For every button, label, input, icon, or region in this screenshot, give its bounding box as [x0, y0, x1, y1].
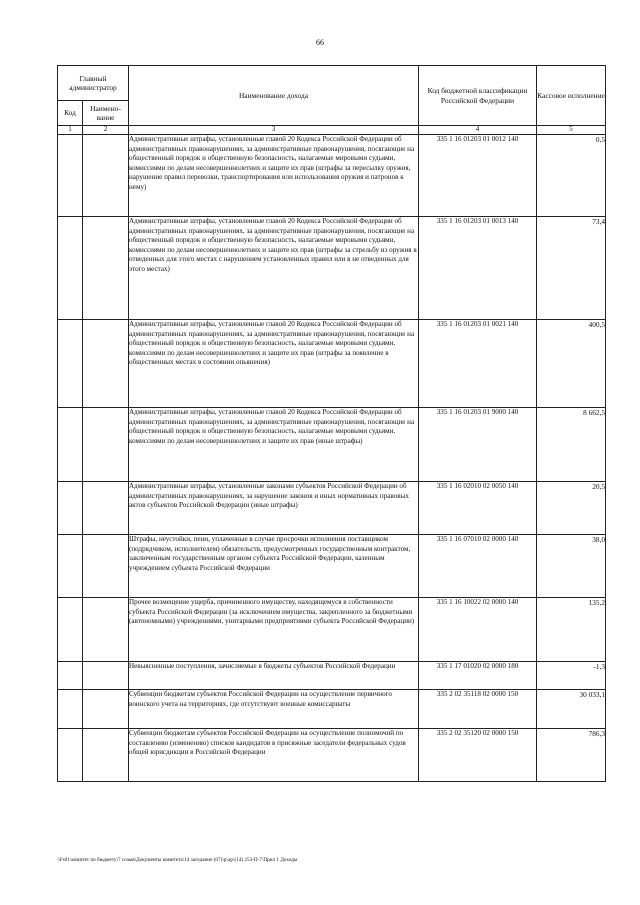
income-name: Прочее возмещение ущерба, причиненного имуществу, находящемуся в собственности субъекта Российской Федерации (за исключением имущества, закрепленного за бюджетными (автономными) учреждениями, унитарными предприятиями субъекта Российской Федерации) [129, 598, 419, 662]
cash-amount: 30 033,1 [537, 690, 606, 729]
admin-title-cell [83, 662, 129, 690]
table-row [58, 408, 606, 482]
income-table [57, 65, 606, 782]
table-row [58, 729, 606, 782]
income-name: Административные штрафы, установленные главой 20 Кодекса Российской Федерации об административных правонарушениях, за административные правонарушения, посягающие на общественный порядок и общественную безопасность, налагаемые мировыми судьями, комиссиями по делам несовершеннолетних и защите их прав (иные штрафы) [129, 408, 419, 482]
budget-code: 335 1 17 01020 02 0000 180 [419, 662, 537, 690]
budget-code: 335 1 16 01203 01 0012 140 [419, 135, 537, 217]
column-number: 3 [129, 126, 419, 135]
column-number: 5 [537, 126, 606, 135]
admin-code-cell [58, 662, 83, 690]
column-number-row [58, 126, 606, 135]
table-row [58, 135, 606, 217]
table-row [58, 598, 606, 662]
cash-amount: 38,0 [537, 535, 606, 598]
budget-code: 335 1 16 01203 01 9000 140 [419, 408, 537, 482]
income-name: Административные штрафы, установленные главой 20 Кодекса Российской Федерации об административных правонарушениях, за административные правонарушения, посягающие на общественный порядок и общественную безопасность, налагаемые мировыми судьями, комиссиями по делам несовершеннолетних и защите их прав (штрафы за стрельбу из оружия в отведенных для этого местах с нарушением установленных правил или в не отведенных для этого местах) [129, 217, 419, 320]
admin-title-cell [83, 482, 129, 535]
header-title: Наимено-вание [83, 101, 129, 126]
cash-amount: -1,3 [537, 662, 606, 690]
admin-code-cell [58, 135, 83, 217]
column-number: 2 [83, 126, 129, 135]
file-path-footer: \\Fs01\комитет по бюджету\7 созыв\Документы комитета\14 заседание (07)\р\др\(14) 253-П-7\Прил 1 Доходы [57, 857, 298, 863]
income-name: Штрафы, неустойки, пени, уплаченные в случае просрочки исполнения поставщиком (подрядчиком, исполнителем) обязательств, предусмотренных государственным контрактом, заключенным государственным органом субъекта Российской Федерации, казенным учреждением субъекта Российской Федерации [129, 535, 419, 598]
header-budget-code: Код бюджетной классификации Российской Федерации [419, 66, 537, 126]
admin-code-cell [58, 729, 83, 782]
cash-amount: 8 662,5 [537, 408, 606, 482]
admin-title-cell [83, 690, 129, 729]
header-income-name: Наименование дохода [129, 66, 419, 126]
table-row [58, 320, 606, 408]
cash-amount: 73,4 [537, 217, 606, 320]
cash-amount: 786,3 [537, 729, 606, 782]
cash-amount: 135,2 [537, 598, 606, 662]
cash-amount: 20,5 [537, 482, 606, 535]
budget-code: 335 2 02 35118 02 0000 150 [419, 690, 537, 729]
income-name: Административные штрафы, установленные главой 20 Кодекса Российской Федерации об административных правонарушениях, за административные правонарушения, посягающие на общественный порядок и общественную безопасность, налагаемые мировыми судьями, комиссиями по делам несовершеннолетних и защите их прав (штрафы за появление в общественных местах в состоянии опьянения) [129, 320, 419, 408]
table-row [58, 482, 606, 535]
admin-code-cell [58, 535, 83, 598]
header-code: Код [58, 101, 83, 126]
admin-code-cell [58, 598, 83, 662]
budget-code: 335 1 16 02010 02 0050 140 [419, 482, 537, 535]
column-number: 1 [58, 126, 83, 135]
income-name: Невыясненные поступления, зачисляемые в бюджеты субъектов Российской Федерации [129, 662, 419, 690]
admin-title-cell [83, 535, 129, 598]
admin-code-cell [58, 408, 83, 482]
income-name: Административные штрафы, установленные главой 20 Кодекса Российской Федерации об административных правонарушениях, за административные правонарушения, посягающие на общественный порядок и общественную безопасность, налагаемые мировыми судьями, комиссиями по делам несовершеннолетних и защите их прав (штрафы за пересылку оружия, нарушение правил перевозки, транспортирования или использования оружия и патронов к нему) [129, 135, 419, 217]
budget-code: 335 1 16 10022 02 0000 140 [419, 598, 537, 662]
admin-title-cell [83, 217, 129, 320]
income-name: Субвенции бюджетам субъектов Российской Федерации на осуществление первичного воинского учета на территориях, где отсутствуют военные комиссариаты [129, 690, 419, 729]
admin-code-cell [58, 217, 83, 320]
admin-code-cell [58, 320, 83, 408]
admin-code-cell [58, 482, 83, 535]
budget-code: 335 1 16 01203 01 0013 140 [419, 217, 537, 320]
table-row [58, 535, 606, 598]
table-row [58, 690, 606, 729]
budget-code: 335 1 16 07010 02 0000 140 [419, 535, 537, 598]
table-row [58, 217, 606, 320]
admin-title-cell [83, 598, 129, 662]
admin-title-cell [83, 408, 129, 482]
column-number: 4 [419, 126, 537, 135]
header-cash-execution: Кассовое исполнение [537, 66, 606, 126]
admin-title-cell [83, 135, 129, 217]
cash-amount: 400,5 [537, 320, 606, 408]
income-name: Административные штрафы, установленные законами субъектов Российской Федерации об административных правонарушениях, за нарушение законов и иных нормативных правовых актов субъектов Российской Федерации (иные штрафы) [129, 482, 419, 535]
budget-code: 335 2 02 35120 02 0000 150 [419, 729, 537, 782]
admin-title-cell [83, 729, 129, 782]
budget-code: 335 1 16 01203 01 0021 140 [419, 320, 537, 408]
admin-title-cell [83, 320, 129, 408]
table-row [58, 662, 606, 690]
admin-code-cell [58, 690, 83, 729]
cash-amount: 0,5 [537, 135, 606, 217]
income-name: Субвенции бюджетам субъектов Российской Федерации на осуществление полномочий по составлению (изменению) списков кандидатов в присяжные заседатели федеральных судов общей юрисдикции в Российской Федерации [129, 729, 419, 782]
page-number: 66 [316, 38, 324, 47]
header-chief-admin: Главный администратор [58, 66, 129, 101]
